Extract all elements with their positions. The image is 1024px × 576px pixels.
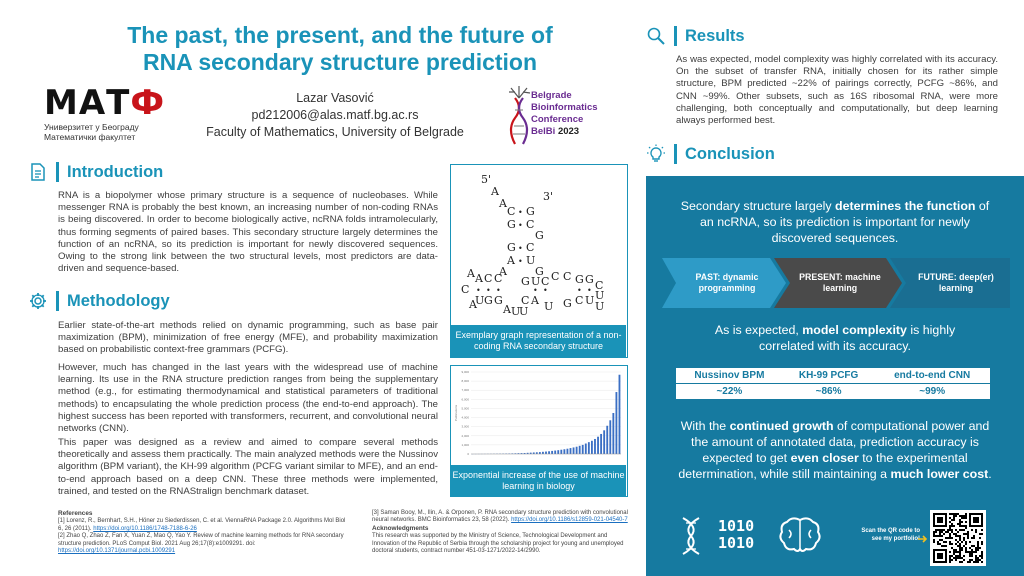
chart-bar <box>548 451 550 454</box>
y-tick-label: 9,000 <box>461 370 469 374</box>
y-tick-label: 0 <box>467 452 469 456</box>
reference-3: [3] Saman Booy, M., Ilin, A. & Orponen, P. RNA secondary structure prediction with convolutional neural networks. BMC Bioinformatics 23, 58 (2022). https://doi.org/10.1186/s12859-021-04540-7 <box>372 510 628 524</box>
document-icon <box>28 162 48 182</box>
svg-text:G: G <box>507 218 516 231</box>
results-heading: Results <box>685 26 745 45</box>
y-tick-label: 1,000 <box>461 442 469 447</box>
y-tick-label: 6,000 <box>461 397 469 402</box>
ml-usage-chart-figure <box>450 365 628 497</box>
introduction-header <box>28 162 163 182</box>
chart-bar <box>573 447 575 454</box>
svg-text:U: U <box>595 289 605 302</box>
chart-bar <box>591 441 593 454</box>
author-name: Lazar Vasović <box>296 91 374 105</box>
conclusion-statement-1: Secondary structure largely determines the function of an ncRNA, so its prediction is important for newly discovered sequences. <box>680 199 990 245</box>
chart-bar <box>609 420 611 454</box>
svg-text:•: • <box>476 286 481 295</box>
svg-text:•: • <box>496 286 501 295</box>
svg-text:•: • <box>533 286 538 295</box>
author-institution: Faculty of Mathematics, University of Belgrade <box>206 125 464 139</box>
chart-bar <box>570 448 572 454</box>
reference-1: [1] Lorenz, R., Bernhart, S.H., Höner zu Siederdissen, C. et al. ViennaRNA Package 2.0. Algorithms Mol Biol 6, 26 (2011). https://doi.org/10.1186/1748-7188-6-26 <box>58 518 346 532</box>
chart-bar <box>588 442 590 454</box>
introduction-text: RNA is a biopolymer whose primary structure is a sequence of nucleobases. While messenger RNA is probably the best known, an increasing number of non-coding RNAs is being discovered. In order to become biologically active, ncRNA folds intramolecularly, thus forming segments of paired bases. This secondary structure largely determines the function of an ncRNA, so its prediction is important for newly discovered sequences. Owing to the strong link between the two structural levels, most predictors are data-driven and sequence-based. <box>58 190 438 275</box>
svg-text:G: G <box>585 273 594 286</box>
chart-bar <box>545 452 547 454</box>
y-tick-label: 8,000 <box>461 379 469 384</box>
conf-year: 2023 <box>557 126 580 137</box>
chart-bar <box>600 434 602 454</box>
y-tick-label: 4,000 <box>461 415 469 420</box>
results-text: As was expected, model complexity was highly correlated with its accuracy. On the subset of transfer RNA, initially chosen for its rather simple structure, BPM predicted ~22% of pairings correctly, PCFG ~86%, and CNN ~99%. Other subsets, such as 16S ribosomal RNA, were more challenging, both conceptually and computationally, but deep learning always performed best. <box>676 54 998 127</box>
svg-text:•: • <box>543 286 548 295</box>
reference-3-link[interactable]: https://doi.org/10.1186/s12859-021-04540-7 <box>511 517 628 524</box>
chart-bar <box>612 413 614 454</box>
svg-text:•: • <box>577 286 582 295</box>
acknowledgments-text: This research was supported by the Ministry of Science, Technological Development and Innovation of the Republic of Serbia through the scholarship project for young and unemployed doctoral students, contract number 451-03-1271/2022-14/2990. <box>372 533 624 555</box>
chart-bar <box>557 450 559 454</box>
figure1-caption: Exemplary graph representation of a non-coding RNA secondary structure <box>451 325 626 357</box>
svg-text:C: C <box>484 272 493 285</box>
svg-text:C: C <box>521 294 530 307</box>
svg-text:A: A <box>499 265 507 278</box>
chart-bar <box>582 445 584 454</box>
chart-bar <box>542 452 544 454</box>
conclusion-statement-3: With the continued growth of computational power and the amount of annotated data, prediction accuracy is expected to get even closer to the experimental determination, while still maintaining a much lower cost. <box>678 419 992 481</box>
magnifier-icon <box>646 26 666 46</box>
svg-text:C: C <box>461 283 470 296</box>
reference-1-link[interactable]: https://doi.org/10.1186/1748-7188-6-26 <box>93 525 197 532</box>
svg-text:C: C <box>563 270 572 283</box>
table-header-kh99: KH-99 PCFG <box>783 368 875 384</box>
references-right <box>372 510 634 555</box>
chart-bar <box>619 375 621 454</box>
svg-text:A: A <box>531 294 539 307</box>
step-future-label: FUTURE: deep(er) learning <box>918 272 994 293</box>
svg-text:C: C <box>526 218 535 231</box>
chart-bar <box>615 392 617 454</box>
table-header-cnn: end-to-end CNN <box>874 368 990 384</box>
table-value-nussinov: ~22% <box>716 386 743 397</box>
conclusion-header <box>646 144 775 164</box>
conclusion-heading: Conclusion <box>685 144 775 163</box>
five-prime-label: 5' <box>481 173 492 186</box>
chart-bar <box>594 439 596 454</box>
matf-logo <box>44 83 166 142</box>
svg-text:G: G <box>494 294 503 307</box>
svg-text:A: A <box>499 197 507 210</box>
accuracy-table-value-row <box>676 384 990 400</box>
y-tick-label: 7,000 <box>461 388 469 393</box>
svg-text:A: A <box>507 254 515 267</box>
chart-bar <box>560 450 562 454</box>
svg-text:A: A <box>503 303 511 316</box>
chart-bar <box>606 426 608 454</box>
logo-sub-1: Универзитет у Београду <box>44 122 139 132</box>
step-past-label: PAST: dynamic programming <box>695 272 759 293</box>
chart-bar <box>603 430 605 454</box>
chart-bar <box>554 451 556 454</box>
logo-word: МАТ <box>44 83 131 123</box>
conf-line-4: BelBi <box>531 126 556 137</box>
methodology-p1: Earlier state-of-the-art methods relied on dynamic programming, such as base pair maximization (BPM), minimization of free energy (MFE), and probability maximization based on probabilistic context-free grammars (PCFG). <box>58 320 438 356</box>
chart-bar <box>597 437 599 454</box>
reference-2: [2] Zhao Q, Zhao Z, Fan X, Yuan Z, Mao Q, Yao Y. Review of machine learning methods for RNA secondary structure prediction. PLoS Comput Biol. 2021 Aug 26;17(8):e1009291. doi: https://doi.org/10.1371/journal.pcbi.1009291 <box>58 533 344 555</box>
chart-bar <box>551 451 553 454</box>
svg-text:•: • <box>518 208 523 217</box>
introduction-heading: Introduction <box>67 162 164 181</box>
table-value-kh99: ~86% <box>815 386 842 397</box>
svg-text:U: U <box>475 294 485 307</box>
svg-text:G: G <box>521 275 530 288</box>
conference-logo <box>505 84 610 146</box>
svg-text:G: G <box>507 241 516 254</box>
acknowledgments-heading: Acknowledgments <box>372 524 429 532</box>
chart-bar <box>576 447 578 454</box>
logo-phi: Ф <box>130 83 166 123</box>
table-value-cnn: ~99% <box>919 386 946 397</box>
author-block <box>185 90 485 141</box>
conf-line-1: Belgrade <box>531 90 572 101</box>
svg-text:G: G <box>535 265 544 278</box>
conclusion-statement-2: As is expected, model complexity is highly correlated with its accuracy. <box>714 323 956 353</box>
svg-text:C: C <box>575 294 584 307</box>
chart-bar <box>563 449 565 454</box>
accuracy-table <box>676 368 990 399</box>
title-line-1: The past, the present, and the future of <box>127 22 553 48</box>
conf-line-2: Bioinformatics <box>531 102 598 113</box>
svg-text:A: A <box>475 272 483 285</box>
gear-icon <box>28 291 48 311</box>
accuracy-table-header-row <box>676 368 990 384</box>
svg-text:C: C <box>526 241 535 254</box>
svg-text:U: U <box>585 294 595 307</box>
svg-text:G: G <box>526 205 535 218</box>
svg-text:U: U <box>531 275 541 288</box>
results-header <box>646 26 745 46</box>
conf-line-3: Conference <box>531 114 584 125</box>
svg-text:U: U <box>595 300 605 313</box>
methodology-p2: However, much has changed in the last years with the widespread use of machine learning. Its use in the RNA structure prediction ranges from being the supplementary method (e.g., for estimating thermodynamical and statistical parameters of traditional methods) to encapsulating the whole prediction process (the end-to-end approach). The highest success has been reported with transformers, recurrent, and convolutional neural networks (CNN). <box>58 362 438 435</box>
logo-sub-2: Математички факултет <box>44 132 136 142</box>
title-line-2: RNA secondary structure prediction <box>142 49 538 75</box>
svg-text:•: • <box>518 221 523 230</box>
svg-text:U: U <box>511 305 521 318</box>
chart-bar <box>536 452 538 454</box>
svg-text:C: C <box>507 205 516 218</box>
step-present-label: PRESENT: machine learning <box>799 272 881 293</box>
binary-top: 1010 <box>718 517 755 535</box>
dna-icon <box>680 516 702 556</box>
methodology-heading: Methodology <box>67 291 170 310</box>
svg-text:U: U <box>544 300 554 313</box>
svg-text:G: G <box>484 294 493 307</box>
methodology-p3: This paper was designed as a review and aimed to compare several methods theoretically and assess them practically. The main analyzed methods were the Nussinov algorithm (BPM variant), the KH-99 algorithm (PCFG variant similar to MFE), and an end-to-end approach based on a deep CNN. These three methods were implemented, trained, and tested on the RNAStralign benchmark dataset. <box>58 437 438 497</box>
table-header-nussinov: Nussinov BPM <box>676 368 783 384</box>
rna-structure-figure <box>450 164 628 358</box>
svg-text:G: G <box>575 273 584 286</box>
svg-text:G: G <box>535 229 544 242</box>
references-left <box>58 510 348 555</box>
qr-pattern <box>933 513 983 563</box>
three-prime-label: 3' <box>543 190 554 203</box>
svg-text:G: G <box>563 297 572 310</box>
svg-text:A: A <box>491 185 499 198</box>
chart-bar <box>539 452 541 454</box>
svg-text:C: C <box>595 279 604 292</box>
references-heading: References <box>58 510 93 517</box>
rna-secondary-structure-diagram <box>451 165 626 327</box>
y-tick-label: 3,000 <box>461 424 469 429</box>
author-email: pd212006@alas.matf.bg.ac.rs <box>251 108 419 122</box>
arrow-right-icon <box>918 535 928 543</box>
brain-icon <box>778 516 822 554</box>
svg-text:A: A <box>467 267 475 280</box>
ml-usage-bar-chart <box>451 366 626 464</box>
portfolio-qr-code[interactable] <box>930 510 986 566</box>
figure2-caption: Exponential increase of the use of machine learning in biology <box>451 465 626 496</box>
chart-bar <box>585 444 587 454</box>
svg-text:U: U <box>526 254 536 267</box>
y-axis-label: Publications <box>454 404 458 422</box>
binary-bottom: 1010 <box>718 534 755 552</box>
svg-text:C: C <box>541 275 550 288</box>
svg-text:•: • <box>587 286 592 295</box>
svg-text:U: U <box>519 305 529 318</box>
chart-bar <box>567 449 569 454</box>
binary-icon <box>718 518 754 552</box>
methodology-header <box>28 291 170 311</box>
svg-text:•: • <box>518 257 523 266</box>
svg-text:•: • <box>518 244 523 253</box>
svg-text:A: A <box>469 298 477 311</box>
svg-text:•: • <box>486 286 491 295</box>
chart-bar <box>579 446 581 454</box>
qr-note: Scan the QR code to see my portfolio! <box>861 528 920 542</box>
lightbulb-icon <box>646 144 666 164</box>
poster-title <box>70 22 610 76</box>
svg-text:C: C <box>551 270 560 283</box>
reference-2-link[interactable]: https://doi.org/10.1371/journal.pcbi.1009291 <box>58 548 176 555</box>
svg-text:C: C <box>494 272 503 285</box>
y-tick-label: 5,000 <box>461 406 469 411</box>
y-tick-label: 2,000 <box>461 433 469 438</box>
